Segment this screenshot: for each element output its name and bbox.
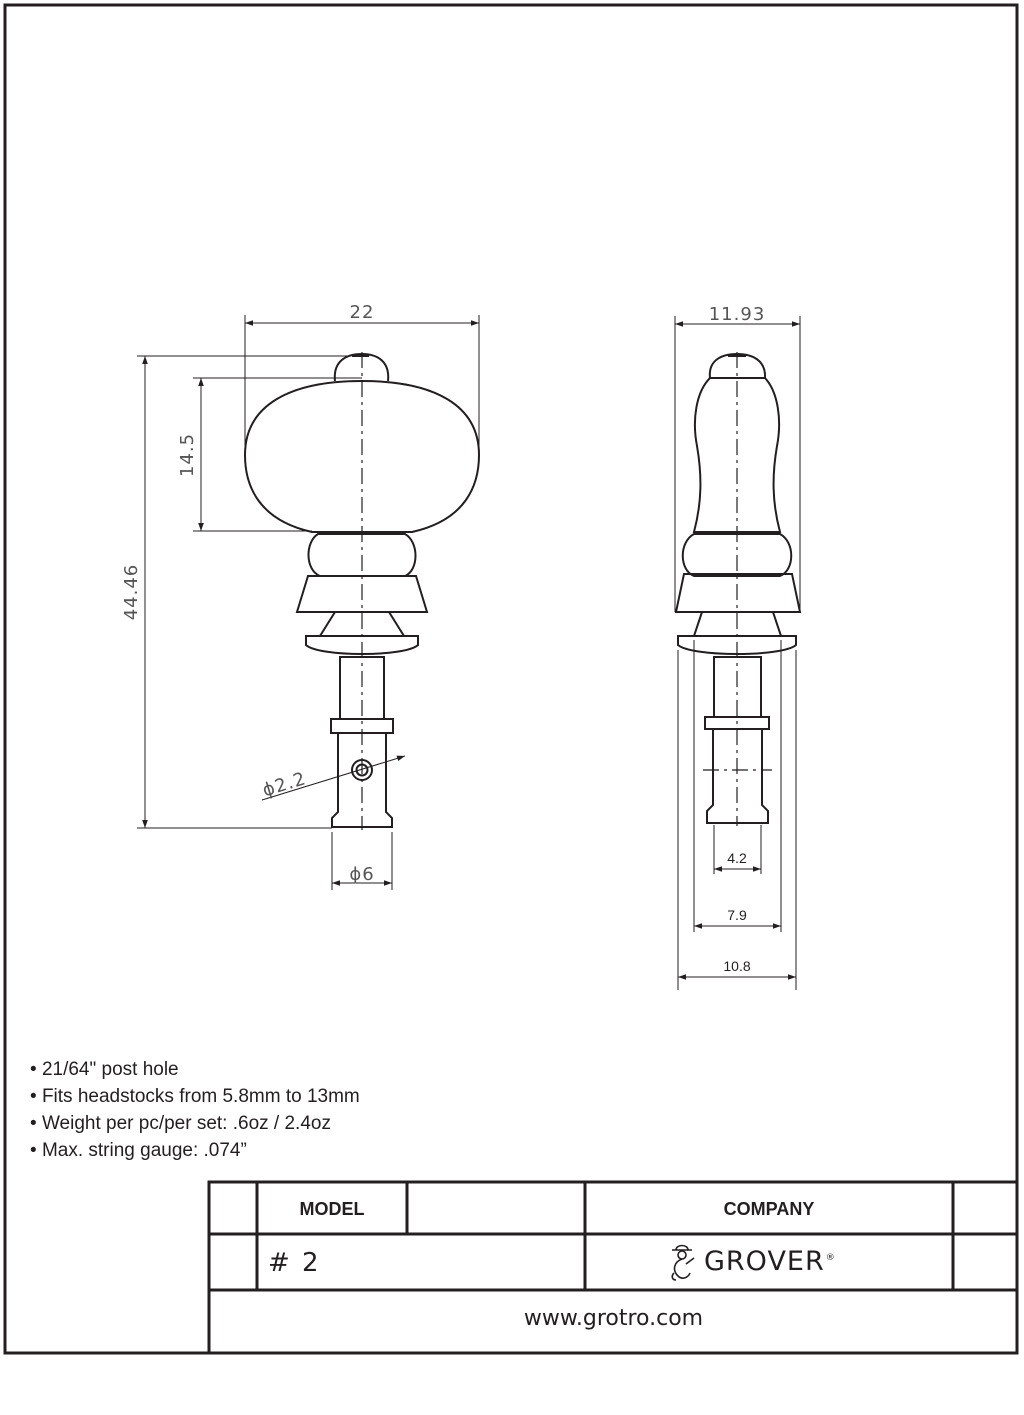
- model-label: MODEL: [299, 1199, 365, 1219]
- spec-list: [30, 1056, 360, 1164]
- spec-item: • 21/64" post hole: [30, 1056, 360, 1083]
- dim-label-4-2: 4.2: [727, 850, 747, 866]
- dim-label-14-5: 14.5: [177, 432, 198, 478]
- dim-label-22: 22: [349, 302, 375, 323]
- dim-label-11-93: 11.93: [708, 304, 766, 325]
- model-value: # 2: [268, 1248, 321, 1278]
- grover-logo: [668, 1240, 836, 1282]
- website-text: www.grotro.com: [523, 1306, 704, 1331]
- company-name: GROVER®: [704, 1245, 836, 1277]
- spec-item: • Fits headstocks from 5.8mm to 13mm: [30, 1083, 360, 1110]
- front-dimension-lines: [137, 315, 479, 890]
- dim-label-44-46: 44.46: [121, 563, 142, 621]
- dim-label-post-diameter: ϕ6: [349, 864, 375, 885]
- dim-label-hole-diameter: ϕ2.2: [260, 768, 309, 802]
- grover-mascot-icon: [668, 1240, 698, 1282]
- spec-item: • Weight per pc/per set: .6oz / 2.4oz: [30, 1110, 360, 1137]
- spec-item: • Max. string gauge: .074”: [30, 1137, 360, 1164]
- dim-label-10-8: 10.8: [723, 958, 751, 974]
- company-label: COMPANY: [723, 1199, 815, 1219]
- dim-label-7-9: 7.9: [727, 907, 747, 923]
